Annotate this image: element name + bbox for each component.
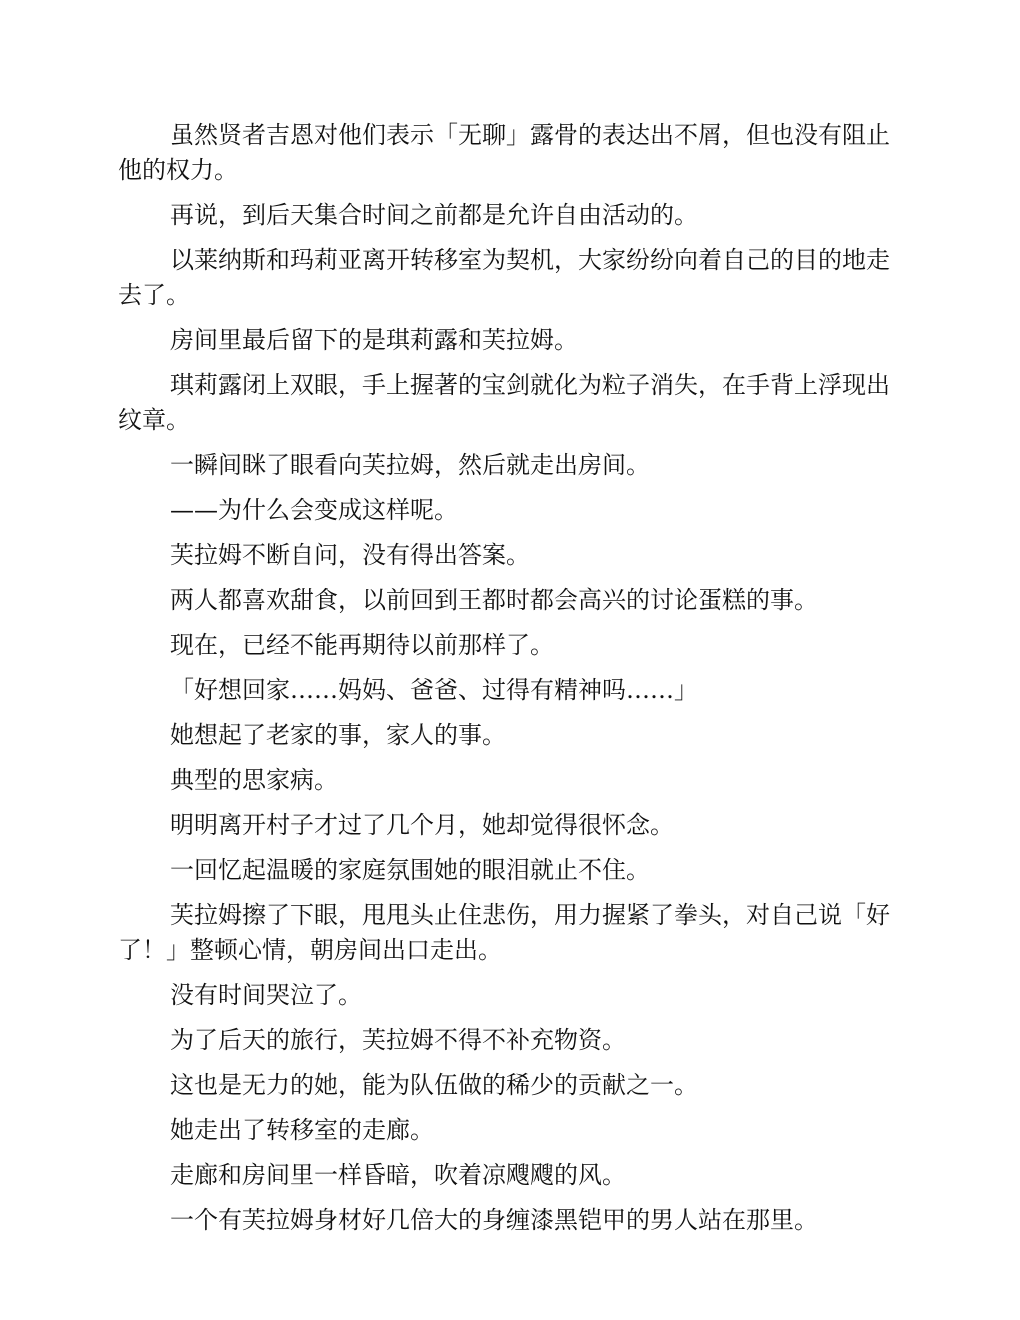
document-page [118, 118, 902, 1248]
paragraph: 芙拉姆擦了下眼，甩甩头止住悲伤，用力握紧了拳头，对自己说「好了！」整顿心情，朝房间出口走出。 [118, 901, 890, 964]
paragraph: 走廊和房间里一样昏暗，吹着凉飕飕的风。 [170, 1161, 626, 1189]
paragraph: 明明离开村子才过了几个月，她却觉得很怀念。 [170, 811, 674, 839]
paragraph: 典型的思家病。 [170, 766, 338, 794]
paragraph: 以莱纳斯和玛莉亚离开转移室为契机，大家纷纷向着自己的目的地走去了。 [118, 246, 890, 309]
paragraph: 她走出了转移室的走廊。 [170, 1116, 434, 1144]
paragraph: 没有时间哭泣了。 [170, 981, 362, 1009]
paragraph: 房间里最后留下的是琪莉露和芙拉姆。 [170, 326, 578, 354]
paragraph: 一回忆起温暖的家庭氛围她的眼泪就止不住。 [170, 856, 650, 884]
paragraph: 再说，到后天集合时间之前都是允许自由活动的。 [170, 201, 698, 229]
paragraph: ——为什么会变成这样呢。 [170, 496, 458, 524]
paragraph: 「好想回家……妈妈、爸爸、过得有精神吗……」 [170, 676, 698, 704]
paragraph: 两人都喜欢甜食，以前回到王都时都会高兴的讨论蛋糕的事。 [170, 586, 818, 614]
paragraph: 现在，已经不能再期待以前那样了。 [170, 631, 554, 659]
paragraph: 这也是无力的她，能为队伍做的稀少的贡献之一。 [170, 1071, 698, 1099]
paragraph: 虽然贤者吉恩对他们表示「无聊」露骨的表达出不屑，但也没有阻止他的权力。 [118, 121, 890, 184]
paragraph: 她想起了老家的事，家人的事。 [170, 721, 506, 749]
paragraph: 一个有芙拉姆身材好几倍大的身缠漆黑铠甲的男人站在那里。 [170, 1206, 818, 1234]
paragraph: 为了后天的旅行，芙拉姆不得不补充物资。 [170, 1026, 626, 1054]
paragraph: 琪莉露闭上双眼，手上握著的宝剑就化为粒子消失，在手背上浮现出纹章。 [118, 371, 890, 434]
paragraph: 芙拉姆不断自问，没有得出答案。 [170, 541, 530, 569]
paragraph: 一瞬间眯了眼看向芙拉姆，然后就走出房间。 [170, 451, 650, 479]
